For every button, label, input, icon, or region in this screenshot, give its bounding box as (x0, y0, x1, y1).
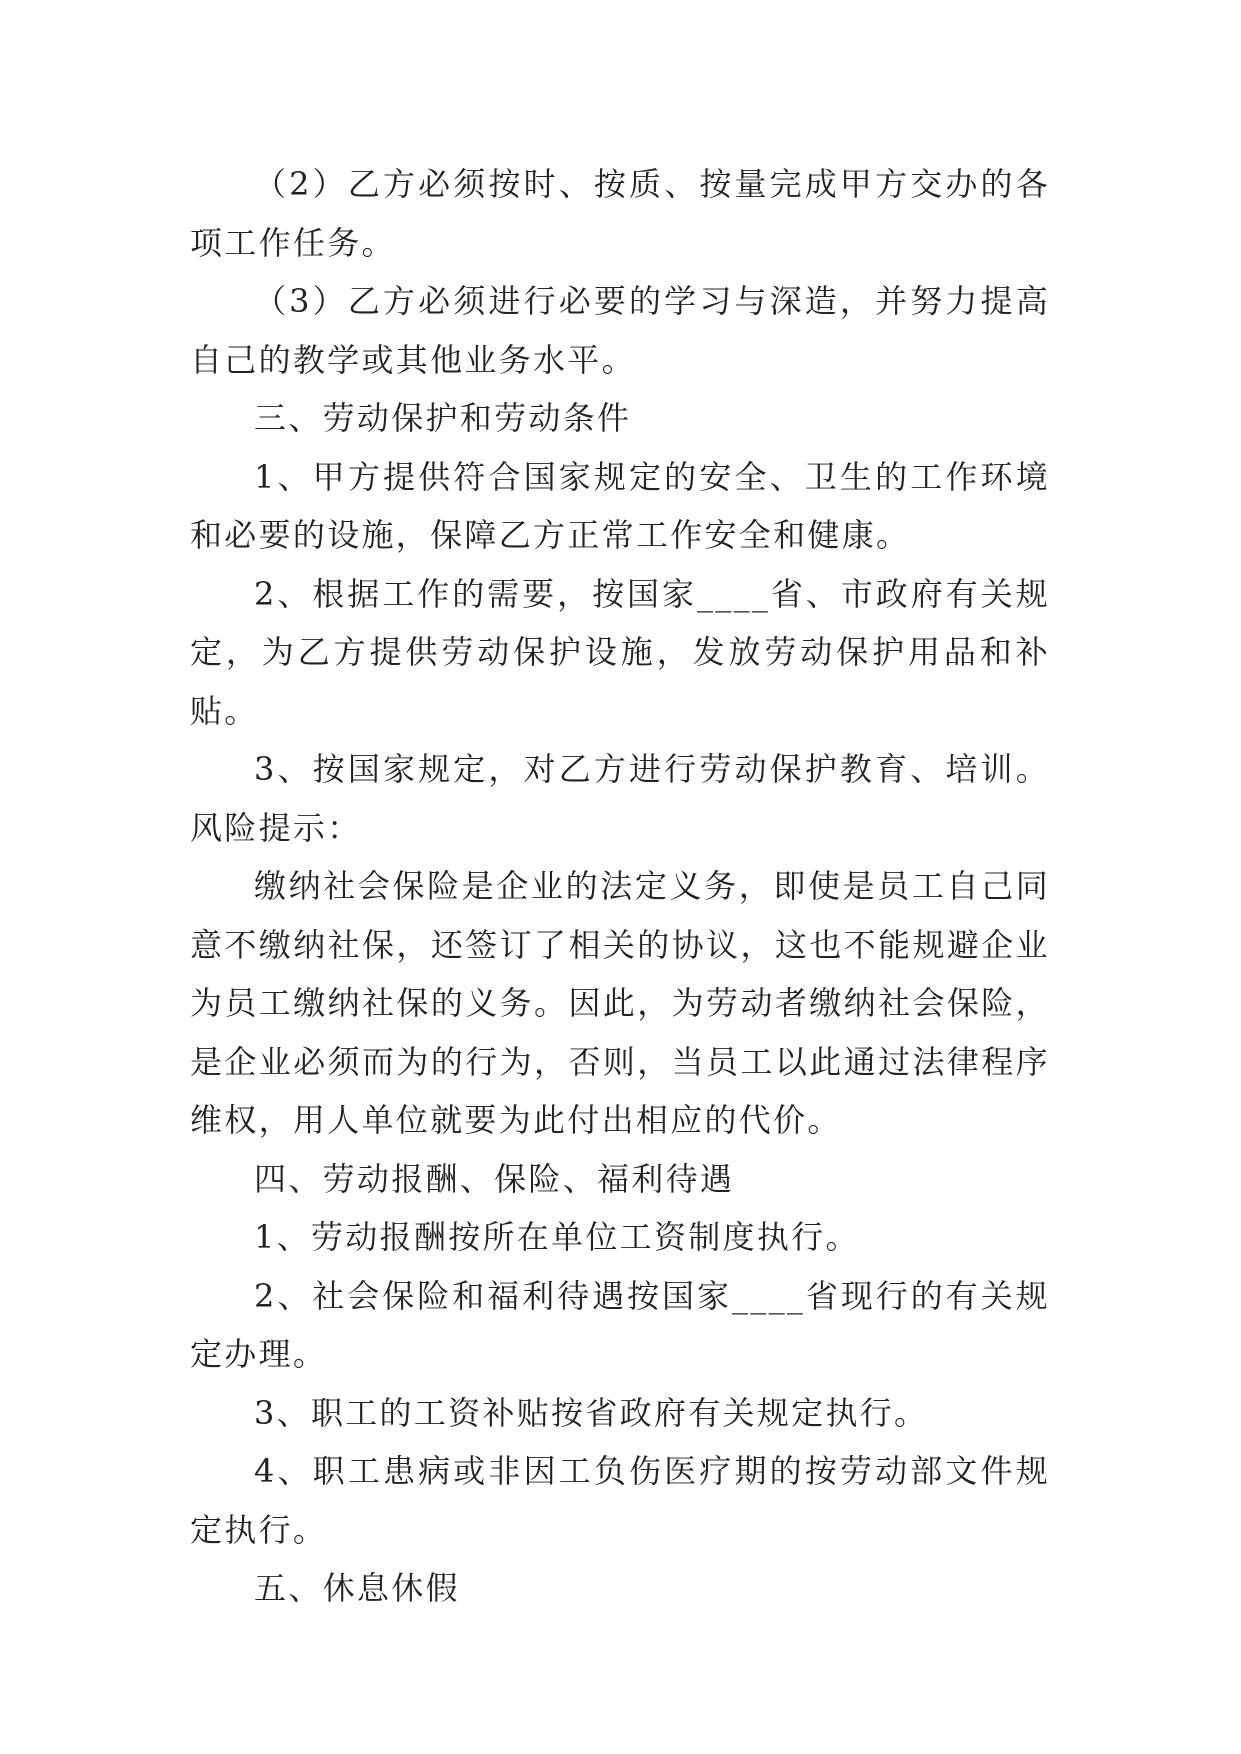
paragraph-risk-note: 缴纳社会保险是企业的法定义务，即使是员工自己同意不缴纳社保，还签订了相关的协议，这也不能规避企业为员工缴纳社保的义务。因此，为劳动者缴纳社会保险，是企业必须而为的行为，否则，当员工以此通过法律程序维权，用人单位就要为此付出相应的代价。 (190, 867, 1050, 1139)
paragraph-labor-protection-1: 1、甲方提供符合国家规定的安全、卫生的工作环境和必要的设施，保障乙方正常工作安全和健康。 (190, 457, 1050, 554)
section-heading-remuneration: 四、劳动报酬、保险、福利待遇 (254, 1159, 735, 1198)
paragraph-labor-protection-2: 2、根据工作的需要，按国家____省、市政府有关规定，为乙方提供劳动保护设施，发放劳动保护用品和补贴。 (190, 574, 1050, 730)
paragraph-remuneration-2: 2、社会保险和福利待遇按国家____省现行的有关规定办理。 (190, 1276, 1050, 1373)
paragraph-remuneration-1: 1、劳动报酬按所在单位工资制度执行。 (254, 1218, 860, 1256)
section-heading-rest-leave: 五、休息休假 (254, 1569, 460, 1607)
paragraph-item-3: （3）乙方必须进行必要的学习与深造，并努力提高自己的教学或其他业务水平。 (190, 282, 1050, 379)
paragraph-remuneration-4: 4、职工患病或非因工负伤医疗期的按劳动部文件规定执行。 (190, 1452, 1050, 1549)
document-body (190, 155, 1050, 1618)
paragraph-item-2: （2）乙方必须按时、按质、按量完成甲方交办的各项工作任务。 (190, 165, 1050, 262)
paragraph-remuneration-3: 3、职工的工资补贴按省政府有关规定执行。 (254, 1393, 929, 1432)
section-heading-labor-protection: 三、劳动保护和劳动条件 (254, 399, 632, 437)
paragraph-labor-protection-3: 3、按国家规定，对乙方进行劳动保护教育、培训。风险提示： (190, 750, 1050, 847)
